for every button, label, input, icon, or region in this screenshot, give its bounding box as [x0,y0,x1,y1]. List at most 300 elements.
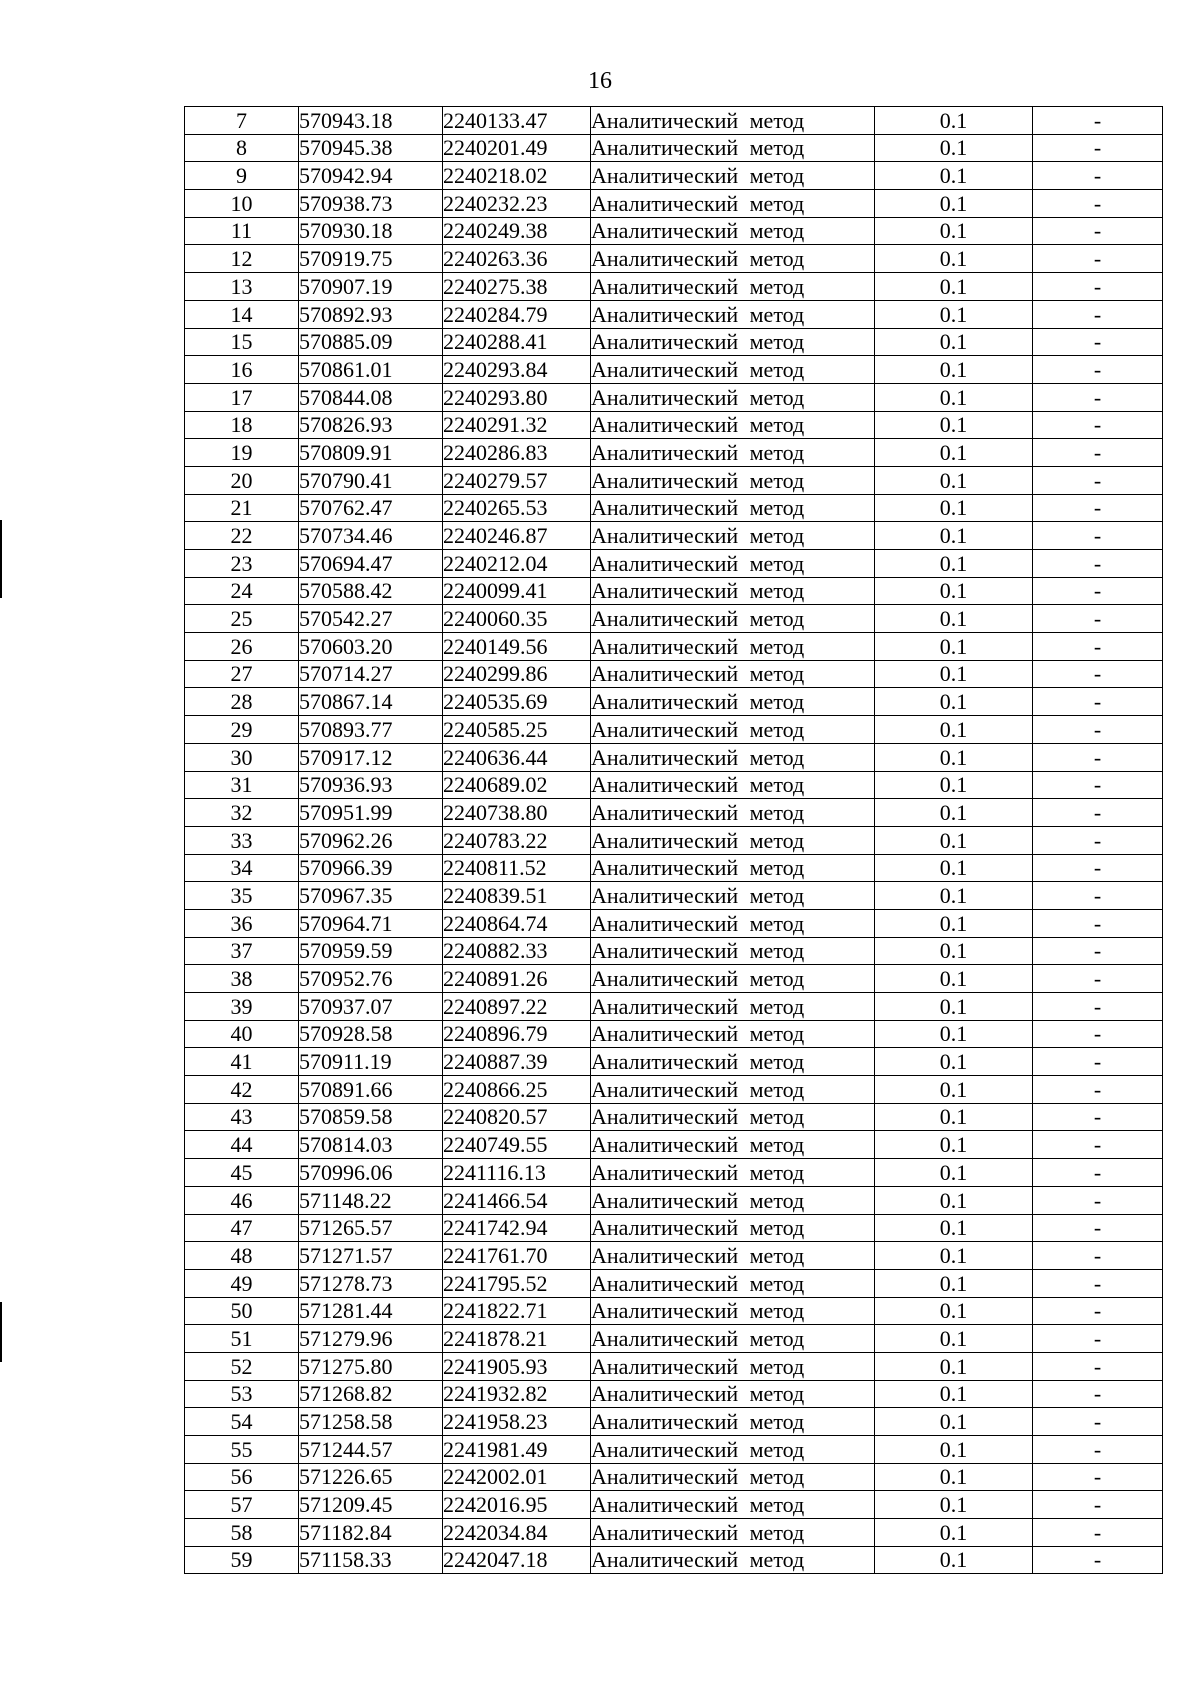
x-coordinate-cell: 571244.57 [299,1436,443,1464]
point-number-cell: 9 [185,162,299,190]
y-coordinate-cell: 2240232.23 [443,190,591,218]
method-cell: Аналитический метод [591,1159,875,1187]
scan-edge-mark [0,1302,2,1362]
accuracy-cell: 0.1 [875,356,1033,384]
y-coordinate-cell: 2240279.57 [443,466,591,494]
y-coordinate-cell: 2241466.54 [443,1186,591,1214]
y-coordinate-cell: 2240864.74 [443,909,591,937]
accuracy-cell: 0.1 [875,1491,1033,1519]
accuracy-cell: 0.1 [875,134,1033,162]
point-number-cell: 42 [185,1076,299,1104]
accuracy-cell: 0.1 [875,1436,1033,1464]
table-row [185,937,1163,965]
x-coordinate-cell: 570844.08 [299,383,443,411]
y-coordinate-cell: 2240299.86 [443,660,591,688]
method-cell: Аналитический метод [591,1048,875,1076]
point-number-cell: 23 [185,550,299,578]
note-cell: - [1033,162,1163,190]
x-coordinate-cell: 570893.77 [299,716,443,744]
table-row [185,1076,1163,1104]
note-cell: - [1033,743,1163,771]
x-coordinate-cell: 570859.58 [299,1103,443,1131]
accuracy-cell: 0.1 [875,688,1033,716]
x-coordinate-cell: 570861.01 [299,356,443,384]
method-cell: Аналитический метод [591,633,875,661]
note-cell: - [1033,799,1163,827]
accuracy-cell: 0.1 [875,1020,1033,1048]
note-cell: - [1033,1214,1163,1242]
table-row [185,328,1163,356]
accuracy-cell: 0.1 [875,1103,1033,1131]
point-number-cell: 28 [185,688,299,716]
method-cell: Аналитический метод [591,1519,875,1547]
x-coordinate-cell: 570959.59 [299,937,443,965]
table-row [185,1214,1163,1242]
note-cell: - [1033,1076,1163,1104]
table-row [185,356,1163,384]
coordinates-table [184,106,1163,1574]
method-cell: Аналитический метод [591,1491,875,1519]
point-number-cell: 34 [185,854,299,882]
note-cell: - [1033,190,1163,218]
point-number-cell: 16 [185,356,299,384]
point-number-cell: 38 [185,965,299,993]
x-coordinate-cell: 570942.94 [299,162,443,190]
point-number-cell: 26 [185,633,299,661]
method-cell: Аналитический метод [591,1242,875,1270]
table-row [185,522,1163,550]
x-coordinate-cell: 570892.93 [299,300,443,328]
table-row [185,1436,1163,1464]
point-number-cell: 21 [185,494,299,522]
method-cell: Аналитический метод [591,1186,875,1214]
x-coordinate-cell: 571258.58 [299,1408,443,1436]
table-row [185,716,1163,744]
accuracy-cell: 0.1 [875,190,1033,218]
note-cell: - [1033,1159,1163,1187]
method-cell: Аналитический метод [591,577,875,605]
accuracy-cell: 0.1 [875,1297,1033,1325]
y-coordinate-cell: 2241742.94 [443,1214,591,1242]
point-number-cell: 40 [185,1020,299,1048]
accuracy-cell: 0.1 [875,1519,1033,1547]
y-coordinate-cell: 2242002.01 [443,1463,591,1491]
method-cell: Аналитический метод [591,1352,875,1380]
note-cell: - [1033,1048,1163,1076]
y-coordinate-cell: 2240293.80 [443,383,591,411]
point-number-cell: 53 [185,1380,299,1408]
point-number-cell: 18 [185,411,299,439]
note-cell: - [1033,1380,1163,1408]
table-row [185,494,1163,522]
note-cell: - [1033,300,1163,328]
accuracy-cell: 0.1 [875,245,1033,273]
note-cell: - [1033,522,1163,550]
y-coordinate-cell: 2240636.44 [443,743,591,771]
point-number-cell: 15 [185,328,299,356]
y-coordinate-cell: 2240293.84 [443,356,591,384]
point-number-cell: 29 [185,716,299,744]
accuracy-cell: 0.1 [875,328,1033,356]
y-coordinate-cell: 2240149.56 [443,633,591,661]
note-cell: - [1033,107,1163,135]
point-number-cell: 36 [185,909,299,937]
x-coordinate-cell: 571158.33 [299,1546,443,1574]
y-coordinate-cell: 2240689.02 [443,771,591,799]
y-coordinate-cell: 2241958.23 [443,1408,591,1436]
accuracy-cell: 0.1 [875,1352,1033,1380]
table-row [185,909,1163,937]
x-coordinate-cell: 570951.99 [299,799,443,827]
accuracy-cell: 0.1 [875,909,1033,937]
table-row [185,550,1163,578]
table-row [185,633,1163,661]
method-cell: Аналитический метод [591,356,875,384]
accuracy-cell: 0.1 [875,1159,1033,1187]
y-coordinate-cell: 2240896.79 [443,1020,591,1048]
accuracy-cell: 0.1 [875,937,1033,965]
accuracy-cell: 0.1 [875,605,1033,633]
method-cell: Аналитический метод [591,1546,875,1574]
y-coordinate-cell: 2241932.82 [443,1380,591,1408]
point-number-cell: 56 [185,1463,299,1491]
y-coordinate-cell: 2240275.38 [443,273,591,301]
y-coordinate-cell: 2240249.38 [443,217,591,245]
table-row [185,577,1163,605]
y-coordinate-cell: 2240265.53 [443,494,591,522]
x-coordinate-cell: 570937.07 [299,993,443,1021]
table-row [185,1380,1163,1408]
table-row [185,439,1163,467]
x-coordinate-cell: 570762.47 [299,494,443,522]
page-number: 16 [588,68,612,94]
accuracy-cell: 0.1 [875,1463,1033,1491]
table-row [185,1463,1163,1491]
table-row [185,771,1163,799]
x-coordinate-cell: 570967.35 [299,882,443,910]
accuracy-cell: 0.1 [875,716,1033,744]
note-cell: - [1033,1103,1163,1131]
x-coordinate-cell: 570928.58 [299,1020,443,1048]
x-coordinate-cell: 570907.19 [299,273,443,301]
note-cell: - [1033,909,1163,937]
point-number-cell: 39 [185,993,299,1021]
table-row [185,1242,1163,1270]
y-coordinate-cell: 2240891.26 [443,965,591,993]
note-cell: - [1033,134,1163,162]
y-coordinate-cell: 2241116.13 [443,1159,591,1187]
y-coordinate-cell: 2240133.47 [443,107,591,135]
table-row [185,1131,1163,1159]
x-coordinate-cell: 570945.38 [299,134,443,162]
x-coordinate-cell: 571226.65 [299,1463,443,1491]
table-row [185,162,1163,190]
accuracy-cell: 0.1 [875,1214,1033,1242]
note-cell: - [1033,356,1163,384]
accuracy-cell: 0.1 [875,771,1033,799]
table-row [185,1020,1163,1048]
table-row [185,1325,1163,1353]
method-cell: Аналитический метод [591,882,875,910]
y-coordinate-cell: 2240286.83 [443,439,591,467]
method-cell: Аналитический метод [591,605,875,633]
accuracy-cell: 0.1 [875,411,1033,439]
point-number-cell: 41 [185,1048,299,1076]
method-cell: Аналитический метод [591,660,875,688]
point-number-cell: 47 [185,1214,299,1242]
accuracy-cell: 0.1 [875,162,1033,190]
x-coordinate-cell: 571182.84 [299,1519,443,1547]
accuracy-cell: 0.1 [875,1269,1033,1297]
method-cell: Аналитический метод [591,383,875,411]
y-coordinate-cell: 2240263.36 [443,245,591,273]
y-coordinate-cell: 2240820.57 [443,1103,591,1131]
x-coordinate-cell: 570930.18 [299,217,443,245]
note-cell: - [1033,937,1163,965]
y-coordinate-cell: 2240246.87 [443,522,591,550]
x-coordinate-cell: 571279.96 [299,1325,443,1353]
x-coordinate-cell: 571148.22 [299,1186,443,1214]
note-cell: - [1033,1546,1163,1574]
x-coordinate-cell: 571209.45 [299,1491,443,1519]
y-coordinate-cell: 2240585.25 [443,716,591,744]
accuracy-cell: 0.1 [875,300,1033,328]
method-cell: Аналитический метод [591,273,875,301]
table-row [185,660,1163,688]
method-cell: Аналитический метод [591,993,875,1021]
x-coordinate-cell: 570885.09 [299,328,443,356]
x-coordinate-cell: 570911.19 [299,1048,443,1076]
table-row [185,245,1163,273]
x-coordinate-cell: 570996.06 [299,1159,443,1187]
method-cell: Аналитический метод [591,550,875,578]
point-number-cell: 32 [185,799,299,827]
note-cell: - [1033,1436,1163,1464]
point-number-cell: 7 [185,107,299,135]
table-row [185,882,1163,910]
note-cell: - [1033,217,1163,245]
scan-edge-mark [0,520,2,598]
table-row [185,1352,1163,1380]
x-coordinate-cell: 570694.47 [299,550,443,578]
point-number-cell: 51 [185,1325,299,1353]
x-coordinate-cell: 570919.75 [299,245,443,273]
x-coordinate-cell: 571265.57 [299,1214,443,1242]
table-row [185,1297,1163,1325]
table-row [185,107,1163,135]
accuracy-cell: 0.1 [875,1048,1033,1076]
point-number-cell: 55 [185,1436,299,1464]
table-row [185,826,1163,854]
y-coordinate-cell: 2241761.70 [443,1242,591,1270]
point-number-cell: 8 [185,134,299,162]
y-coordinate-cell: 2240291.32 [443,411,591,439]
table-row [185,799,1163,827]
accuracy-cell: 0.1 [875,633,1033,661]
note-cell: - [1033,1020,1163,1048]
method-cell: Аналитический метод [591,245,875,273]
note-cell: - [1033,245,1163,273]
accuracy-cell: 0.1 [875,577,1033,605]
method-cell: Аналитический метод [591,134,875,162]
point-number-cell: 27 [185,660,299,688]
table-row [185,1408,1163,1436]
y-coordinate-cell: 2240749.55 [443,1131,591,1159]
y-coordinate-cell: 2240897.22 [443,993,591,1021]
note-cell: - [1033,605,1163,633]
method-cell: Аналитический метод [591,937,875,965]
table-row [185,190,1163,218]
method-cell: Аналитический метод [591,494,875,522]
note-cell: - [1033,633,1163,661]
x-coordinate-cell: 570952.76 [299,965,443,993]
accuracy-cell: 0.1 [875,882,1033,910]
note-cell: - [1033,273,1163,301]
note-cell: - [1033,1297,1163,1325]
accuracy-cell: 0.1 [875,799,1033,827]
note-cell: - [1033,550,1163,578]
x-coordinate-cell: 571271.57 [299,1242,443,1270]
note-cell: - [1033,411,1163,439]
x-coordinate-cell: 570966.39 [299,854,443,882]
y-coordinate-cell: 2241822.71 [443,1297,591,1325]
x-coordinate-cell: 570814.03 [299,1131,443,1159]
table-row [185,1546,1163,1574]
point-number-cell: 30 [185,743,299,771]
x-coordinate-cell: 570714.27 [299,660,443,688]
method-cell: Аналитический метод [591,688,875,716]
method-cell: Аналитический метод [591,854,875,882]
point-number-cell: 43 [185,1103,299,1131]
x-coordinate-cell: 570964.71 [299,909,443,937]
table-row [185,383,1163,411]
method-cell: Аналитический метод [591,1436,875,1464]
accuracy-cell: 0.1 [875,1546,1033,1574]
y-coordinate-cell: 2242047.18 [443,1546,591,1574]
note-cell: - [1033,965,1163,993]
accuracy-cell: 0.1 [875,383,1033,411]
table-row [185,1186,1163,1214]
point-number-cell: 46 [185,1186,299,1214]
note-cell: - [1033,882,1163,910]
y-coordinate-cell: 2240218.02 [443,162,591,190]
note-cell: - [1033,1269,1163,1297]
point-number-cell: 37 [185,937,299,965]
y-coordinate-cell: 2240099.41 [443,577,591,605]
y-coordinate-cell: 2240201.49 [443,134,591,162]
point-number-cell: 50 [185,1297,299,1325]
point-number-cell: 24 [185,577,299,605]
x-coordinate-cell: 570542.27 [299,605,443,633]
table-row [185,466,1163,494]
x-coordinate-cell: 570943.18 [299,107,443,135]
table-row [185,1048,1163,1076]
accuracy-cell: 0.1 [875,494,1033,522]
method-cell: Аналитический метод [591,771,875,799]
table-row [185,411,1163,439]
y-coordinate-cell: 2240887.39 [443,1048,591,1076]
method-cell: Аналитический метод [591,909,875,937]
method-cell: Аналитический метод [591,107,875,135]
note-cell: - [1033,993,1163,1021]
note-cell: - [1033,1519,1163,1547]
method-cell: Аналитический метод [591,190,875,218]
note-cell: - [1033,466,1163,494]
method-cell: Аналитический метод [591,799,875,827]
table-row [185,1519,1163,1547]
point-number-cell: 31 [185,771,299,799]
y-coordinate-cell: 2241795.52 [443,1269,591,1297]
point-number-cell: 44 [185,1131,299,1159]
x-coordinate-cell: 570917.12 [299,743,443,771]
accuracy-cell: 0.1 [875,1380,1033,1408]
point-number-cell: 12 [185,245,299,273]
y-coordinate-cell: 2242034.84 [443,1519,591,1547]
y-coordinate-cell: 2240882.33 [443,937,591,965]
point-number-cell: 59 [185,1546,299,1574]
x-coordinate-cell: 570962.26 [299,826,443,854]
y-coordinate-cell: 2240738.80 [443,799,591,827]
point-number-cell: 22 [185,522,299,550]
note-cell: - [1033,854,1163,882]
accuracy-cell: 0.1 [875,993,1033,1021]
method-cell: Аналитический метод [591,826,875,854]
point-number-cell: 14 [185,300,299,328]
x-coordinate-cell: 570938.73 [299,190,443,218]
note-cell: - [1033,1325,1163,1353]
table-row [185,743,1163,771]
y-coordinate-cell: 2240284.79 [443,300,591,328]
table-row [185,1491,1163,1519]
method-cell: Аналитический метод [591,1076,875,1104]
method-cell: Аналитический метод [591,328,875,356]
x-coordinate-cell: 570891.66 [299,1076,443,1104]
note-cell: - [1033,439,1163,467]
note-cell: - [1033,716,1163,744]
method-cell: Аналитический метод [591,411,875,439]
method-cell: Аналитический метод [591,743,875,771]
table-row [185,273,1163,301]
note-cell: - [1033,328,1163,356]
y-coordinate-cell: 2241905.93 [443,1352,591,1380]
accuracy-cell: 0.1 [875,854,1033,882]
x-coordinate-cell: 570936.93 [299,771,443,799]
method-cell: Аналитический метод [591,1269,875,1297]
method-cell: Аналитический метод [591,300,875,328]
table-row [185,1269,1163,1297]
point-number-cell: 57 [185,1491,299,1519]
point-number-cell: 19 [185,439,299,467]
accuracy-cell: 0.1 [875,743,1033,771]
accuracy-cell: 0.1 [875,107,1033,135]
method-cell: Аналитический метод [591,466,875,494]
accuracy-cell: 0.1 [875,1242,1033,1270]
table-row [185,993,1163,1021]
note-cell: - [1033,826,1163,854]
x-coordinate-cell: 570790.41 [299,466,443,494]
accuracy-cell: 0.1 [875,1186,1033,1214]
x-coordinate-cell: 571278.73 [299,1269,443,1297]
y-coordinate-cell: 2240060.35 [443,605,591,633]
x-coordinate-cell: 571281.44 [299,1297,443,1325]
note-cell: - [1033,1491,1163,1519]
accuracy-cell: 0.1 [875,466,1033,494]
accuracy-cell: 0.1 [875,273,1033,301]
accuracy-cell: 0.1 [875,1076,1033,1104]
method-cell: Аналитический метод [591,1408,875,1436]
note-cell: - [1033,1131,1163,1159]
x-coordinate-cell: 570603.20 [299,633,443,661]
